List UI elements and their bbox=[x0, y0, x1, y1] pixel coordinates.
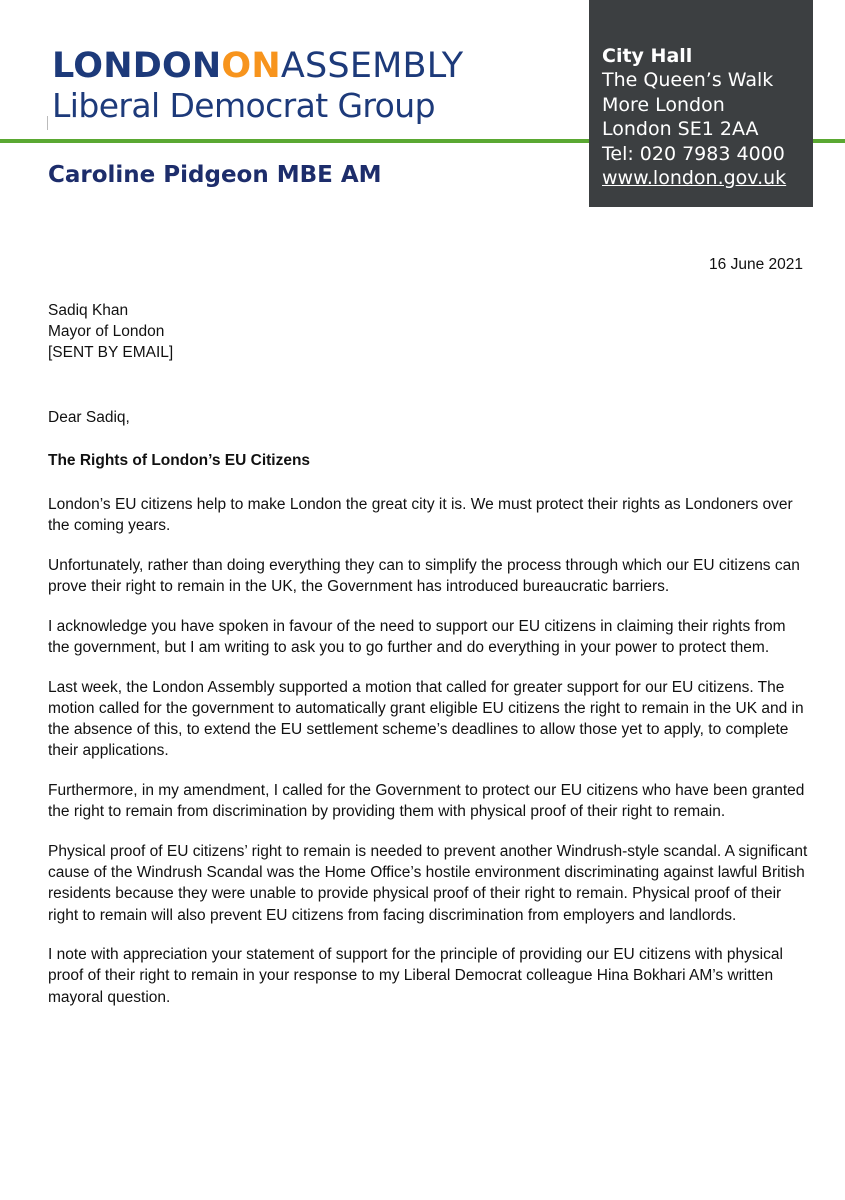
address-box bbox=[589, 0, 813, 207]
logo-on: ON bbox=[221, 46, 281, 86]
body-paragraph: I note with appreciation your statement of support for the principle of providing our EU citizens with physical proof of their right to remain in your response to my Liberal Democrat colleague Hina Bokhari AM’s written mayoral question. bbox=[48, 946, 783, 1006]
body-paragraph: Physical proof of EU citizens’ right to remain is needed to prevent another Windrush-style scandal. A significant cause of the Windrush Scandal was the Home Office’s hostile environment discriminating against lawful British residents because they were unable to provide physical proof of their right to remain. Physical proof of their right to remain will also prevent EU citizens from facing discrimination from employers and landlords. bbox=[48, 842, 808, 924]
address-line-3: London SE1 2AA bbox=[602, 118, 759, 141]
recipient-block bbox=[48, 300, 173, 363]
member-name: Caroline Pidgeon MBE AM bbox=[48, 162, 382, 188]
address-line-1: The Queen’s Walk bbox=[602, 69, 774, 92]
letter-date: 16 June 2021 bbox=[709, 256, 803, 273]
body-paragraph: Last week, the London Assembly supported a motion that called for greater support for our EU citizens. The motion called for the government to automatically grant eligible EU citizens the right to remain in the UK and in the absence of this, to extend the EU settlement scheme’s deadlines to allow those yet to apply, to complete their applications. bbox=[48, 678, 804, 760]
letter-body bbox=[48, 494, 808, 1026]
salutation: Dear Sadiq, bbox=[48, 409, 130, 426]
logo-group-name: Liberal Democrat Group bbox=[52, 86, 435, 125]
logo-wordmark bbox=[52, 46, 472, 86]
header-tick-mark bbox=[47, 116, 48, 130]
body-paragraph: Unfortunately, rather than doing everything they can to simplify the process through which our EU citizens can prove their right to remain in the UK, the Government has introduced bureaucratic barriers. bbox=[48, 556, 800, 596]
body-paragraph: I acknowledge you have spoken in favour of the need to support our EU citizens in claiming their rights from the government, but I am writing to ask you to go further and do everything in your power to protect them. bbox=[48, 617, 786, 657]
address-website-link[interactable]: www.london.gov.uk bbox=[602, 167, 787, 190]
address-telephone: Tel: 020 7983 4000 bbox=[602, 142, 785, 165]
london-assembly-logo bbox=[52, 46, 472, 126]
logo-london: LONDON bbox=[52, 46, 222, 86]
body-paragraph: Furthermore, in my amendment, I called for the Government to protect our EU citizens who have been granted the right to remain from discrimination by providing them with physical proof of their right to remain. bbox=[48, 782, 805, 821]
letter-subject: The Rights of London’s EU Citizens bbox=[48, 452, 311, 469]
address-line-2: More London bbox=[602, 93, 725, 116]
recipient-title: Mayor of London bbox=[48, 323, 165, 340]
recipient-note: [SENT BY EMAIL] bbox=[48, 344, 174, 361]
body-paragraph: London’s EU citizens help to make London the great city it is. We must protect their rights as Londoners over the coming years. bbox=[48, 496, 793, 535]
logo-assembly: ASSEMBLY bbox=[280, 46, 464, 86]
recipient-name: Sadiq Khan bbox=[48, 302, 129, 319]
address-title: City Hall bbox=[602, 45, 693, 67]
